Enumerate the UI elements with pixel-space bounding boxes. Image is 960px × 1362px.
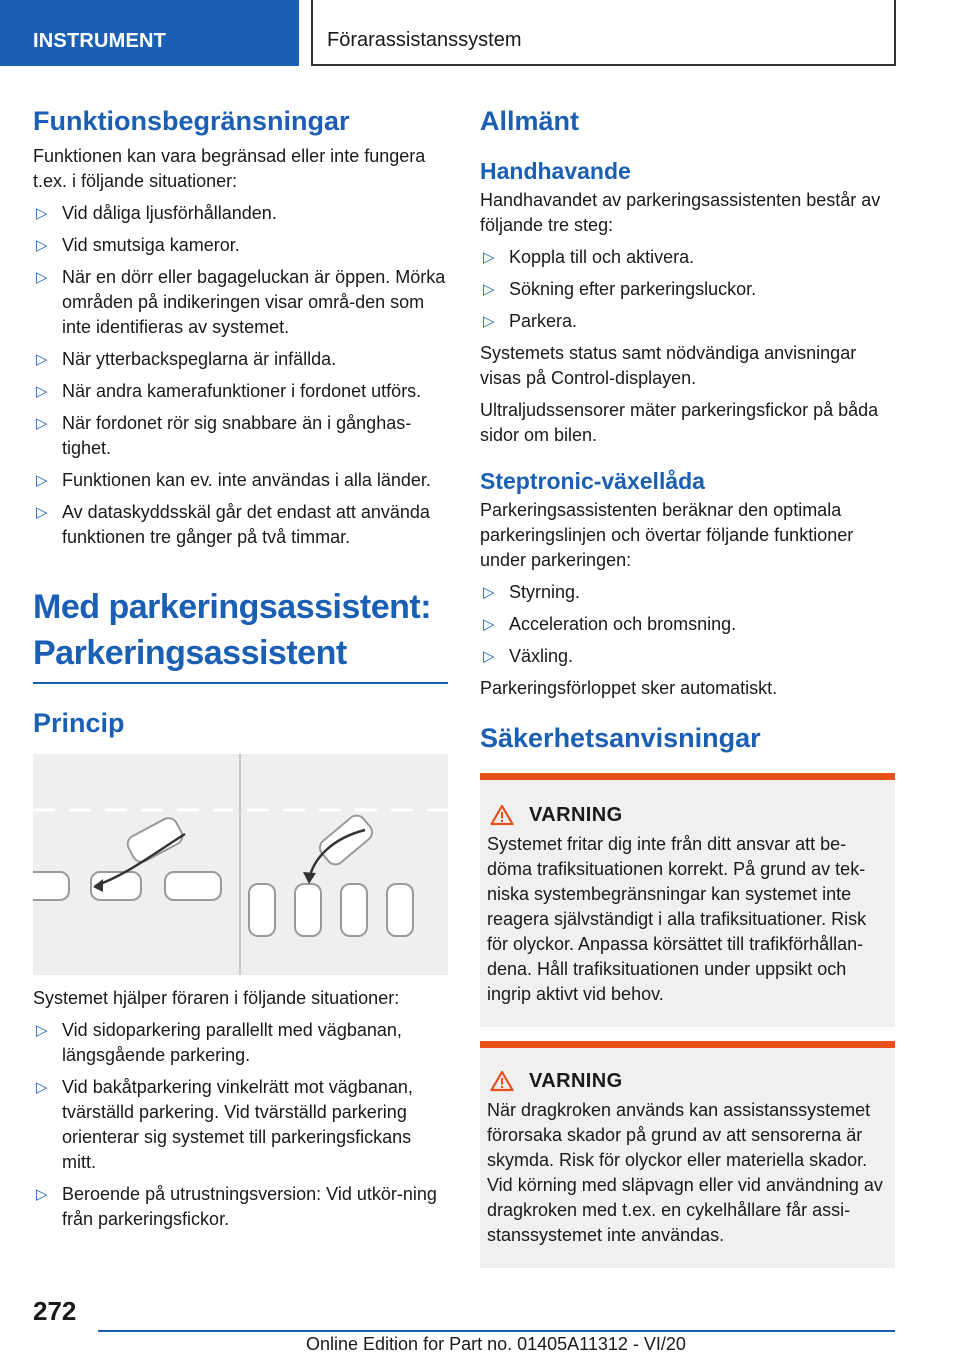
- list-item: ▷ Vid bakåtparkering vinkelrätt mot vägbanan, tvärställd parkering. Vid tvärställd parkering orienterar sig systemet till parkeringsfickans mitt.: [36, 1077, 413, 1172]
- list-item: ▷ När ytterbackspeglarna är infällda.: [33, 347, 448, 372]
- list-item: ▷ Växling.: [480, 644, 895, 669]
- steptronic-list: [480, 580, 895, 669]
- warning-box: [480, 1041, 895, 1268]
- list-item: ▷ När fordonet rör sig snabbare än i gånghas-tighet.: [36, 413, 412, 458]
- list-item: ▷ Vid dåliga ljusförhållanden.: [33, 201, 448, 226]
- list-item: ▷ Acceleration och bromsning.: [480, 612, 895, 637]
- triangle-right-icon: ▷: [483, 249, 495, 266]
- triangle-right-icon: ▷: [36, 269, 48, 286]
- limits-list: [33, 201, 448, 550]
- safety-heading: Säkerhetsanvisningar: [480, 723, 761, 753]
- chapter-title: Förarassistanssystem: [311, 0, 896, 66]
- handling-intro: Handhavandet av parkeringsassistenten består av följande tre steg:: [480, 190, 881, 235]
- triangle-right-icon: ▷: [483, 584, 495, 601]
- steptronic-heading: Steptronic-växellåda: [480, 468, 705, 494]
- parking-illustration: [33, 754, 448, 975]
- list-item: ▷ Funktionen kan ev. inte användas i alla länder.: [33, 468, 448, 493]
- warning-box: [480, 773, 895, 1027]
- list-item: ▷ Koppla till och aktivera.: [480, 245, 895, 270]
- section-tab: INSTRUMENT: [0, 0, 299, 66]
- list-item: ▷ Beroende på utrustningsversion: Vid utkör-ning från parkeringsfickor.: [36, 1184, 437, 1229]
- triangle-right-icon: ▷: [36, 383, 48, 400]
- footer-divider: [98, 1330, 895, 1332]
- list-item: ▷ Vid sidoparkering parallellt med vägbanan, längsgående parkering.: [36, 1020, 402, 1065]
- triangle-right-icon: ▷: [36, 1186, 48, 1203]
- limits-heading: Funktionsbegränsningar: [33, 106, 350, 136]
- handling-paragraph: Systemets status samt nödvändiga anvisningar visas på Control-displayen.: [480, 343, 857, 388]
- list-item: ▷ Parkera.: [480, 309, 895, 334]
- page-number: 272: [33, 1296, 77, 1326]
- triangle-right-icon: ▷: [36, 237, 48, 254]
- general-heading: Allmänt: [480, 106, 580, 136]
- main-title-block: [33, 584, 448, 684]
- principle-list: [33, 1018, 448, 1232]
- warning-triangle-icon: [490, 1070, 514, 1092]
- steptronic-outro: Parkeringsförloppet sker automatiskt.: [480, 678, 778, 698]
- triangle-right-icon: ▷: [36, 472, 48, 489]
- warning-header: [487, 802, 886, 828]
- warning-text: När dragkroken används kan assistanssystemet förorsaka skador på grund av att sensorerna är skymda. Risk för olyckor eller materiella skador. Vid körning med släpvagn eller vid användning av dragkroken med t.ex. en cykelhållare får assi-stanssystemet inte användas.: [487, 1100, 883, 1245]
- triangle-right-icon: ▷: [483, 313, 495, 330]
- list-item: ▷ När en dörr eller bagageluckan är öppen. Mörka områden på indikeringen visar områ-den som inte identifieras av systemet.: [36, 267, 446, 337]
- list-item: ▷ Styrning.: [480, 580, 895, 605]
- triangle-right-icon: ▷: [36, 351, 48, 368]
- list-item: ▷ Vid smutsiga kameror.: [33, 233, 448, 258]
- left-column: [33, 100, 448, 1232]
- triangle-right-icon: ▷: [36, 1079, 48, 1096]
- triangle-right-icon: ▷: [36, 1022, 48, 1039]
- warning-text: Systemet fritar dig inte från ditt ansvar att be-döma trafiksituationen korrekt. På grund av tek-niska systembegränsningar kan systemet inte reagera självständigt i alla trafiksituationer. Risk för olyckor. Anpassa körsättet till trafikförhållan-dena. Håll trafiksituationen under uppsikt och ingrip aktivt vid behov.: [487, 834, 867, 1004]
- warning-triangle-icon: [490, 804, 514, 826]
- warning-header: [487, 1068, 886, 1094]
- principle-intro: Systemet hjälper föraren i följande situationer:: [33, 988, 400, 1008]
- triangle-right-icon: ▷: [36, 504, 48, 521]
- parking-diagram-svg: [33, 754, 448, 975]
- main-title: Med parkeringsassistent: Parkeringsassistent: [33, 588, 432, 672]
- triangle-right-icon: ▷: [483, 281, 495, 298]
- right-column: [480, 100, 895, 1268]
- triangle-right-icon: ▷: [36, 415, 48, 432]
- edition-text: Online Edition for Part no. 01405A11312 - VI/20: [306, 1334, 686, 1354]
- limits-intro: Funktionen kan vara begränsad eller inte fungera t.ex. i följande situationer:: [33, 146, 426, 191]
- page-header: [0, 0, 960, 66]
- steptronic-intro: Parkeringsassistenten beräknar den optimala parkeringslinjen och övertar följande funktioner under parkeringen:: [480, 500, 854, 570]
- warning-label: VARNING: [529, 804, 623, 826]
- list-item: ▷ När andra kamerafunktioner i fordonet utförs.: [33, 379, 448, 404]
- warning-label: VARNING: [529, 1070, 623, 1092]
- list-item: ▷ Sökning efter parkeringsluckor.: [480, 277, 895, 302]
- triangle-right-icon: ▷: [483, 616, 495, 633]
- principle-heading: Princip: [33, 708, 125, 738]
- triangle-right-icon: ▷: [483, 648, 495, 665]
- handling-heading: Handhavande: [480, 158, 631, 184]
- handling-list: [480, 245, 895, 334]
- list-item: ▷ Av dataskyddsskäl går det endast att använda funktionen tre gånger på två timmar.: [36, 502, 430, 547]
- handling-paragraph: Ultraljudssensorer mäter parkeringsfickor på båda sidor om bilen.: [480, 400, 879, 445]
- triangle-right-icon: ▷: [36, 205, 48, 222]
